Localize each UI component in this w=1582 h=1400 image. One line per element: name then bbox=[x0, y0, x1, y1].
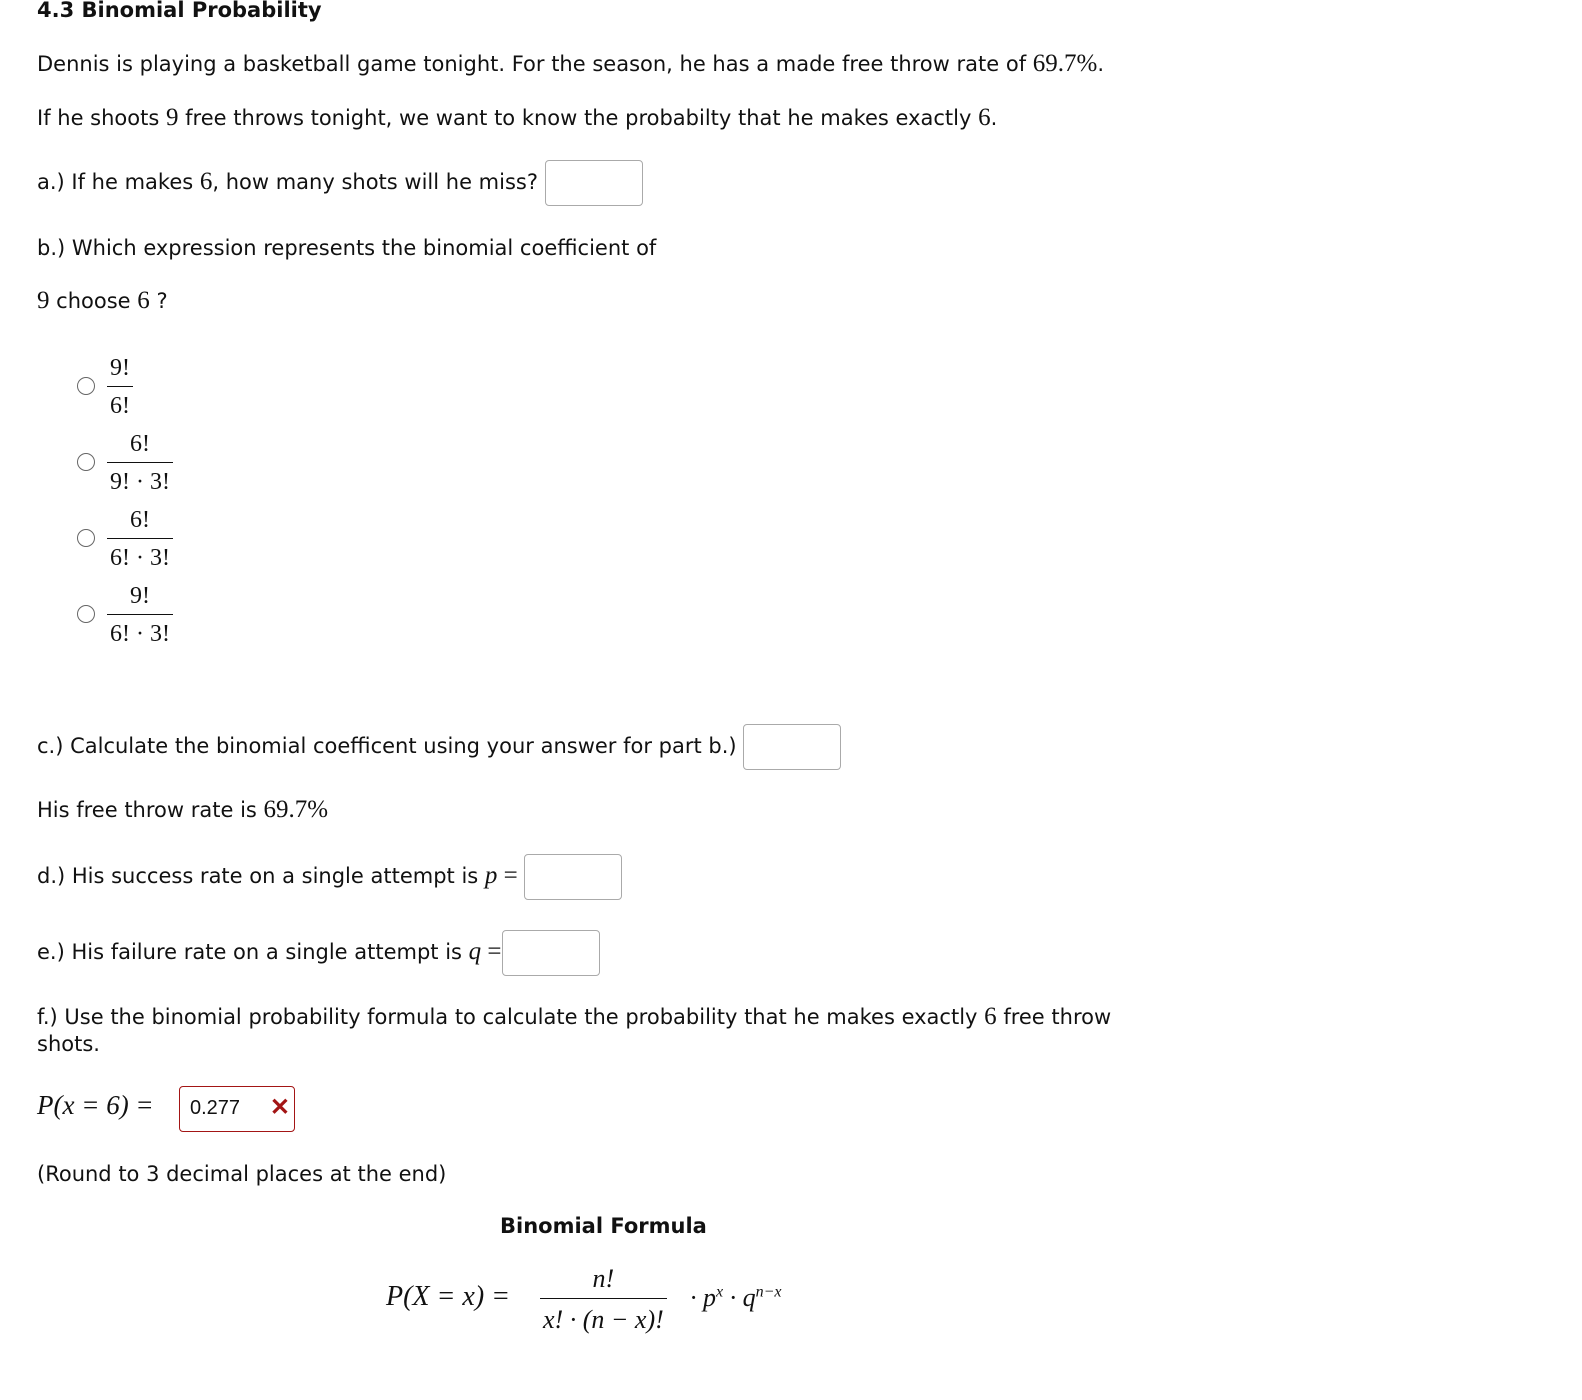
var-q: q bbox=[468, 938, 482, 965]
option-radio-4[interactable] bbox=[77, 605, 95, 623]
numerator: 9! bbox=[107, 583, 173, 615]
incorrect-x-icon: ✕ bbox=[269, 1094, 290, 1121]
text: , how many shots will he miss? bbox=[212, 170, 538, 194]
denominator: x! · (n − x)! bbox=[543, 1305, 664, 1334]
option-radio-3[interactable] bbox=[77, 529, 95, 547]
denominator: 6! · 3! bbox=[110, 545, 170, 571]
text: choose bbox=[49, 289, 138, 313]
question-b: b.) Which expression represents the binomial coefficient of bbox=[37, 236, 657, 260]
text: free throws tonight, we want to know the probabilty that he makes exactly bbox=[178, 106, 979, 130]
equals: = bbox=[481, 938, 502, 965]
text: Dennis is playing a basketball game tonight. For the season, he has a made free throw rate of bbox=[37, 52, 1033, 76]
q-exponent: n−x bbox=[755, 1283, 782, 1301]
question-b-line2 bbox=[37, 287, 168, 315]
intro-line-1 bbox=[37, 50, 1104, 78]
q-term: · q bbox=[723, 1283, 756, 1312]
numerator: n! bbox=[540, 1264, 667, 1299]
answer-f-input[interactable] bbox=[179, 1086, 295, 1132]
denominator: 6! · 3! bbox=[110, 621, 170, 647]
formula-lhs: P(X = x) = bbox=[386, 1281, 511, 1312]
x: 6 bbox=[199, 168, 213, 195]
n: 9 bbox=[37, 287, 50, 314]
option-radio-1[interactable] bbox=[77, 377, 95, 395]
denominator: 9! · 3! bbox=[110, 469, 170, 495]
x: 6 bbox=[137, 287, 150, 314]
n: 9 bbox=[165, 104, 179, 131]
text: c.) Calculate the binomial coefficent using your answer for part b.) bbox=[37, 734, 737, 758]
option-radio-2[interactable] bbox=[77, 453, 95, 471]
question-e bbox=[37, 929, 600, 976]
answer-a-input[interactable] bbox=[545, 160, 643, 206]
p-exponent: x bbox=[716, 1283, 724, 1301]
question-f-line2: shots. bbox=[37, 1032, 100, 1056]
x: 6 bbox=[978, 104, 991, 131]
text: free throw bbox=[996, 1005, 1112, 1029]
numerator: 9! bbox=[107, 355, 133, 387]
question-f bbox=[37, 1003, 1111, 1031]
equals: = bbox=[497, 862, 518, 889]
question-c bbox=[37, 723, 841, 770]
answer-d-input[interactable] bbox=[524, 854, 622, 900]
text: d.) His success rate on a single attempt is bbox=[37, 864, 485, 888]
formula-fraction bbox=[540, 1264, 667, 1335]
text: a.) If he makes bbox=[37, 170, 200, 194]
answer-value: 0.277 bbox=[190, 1097, 241, 1119]
text: His free throw rate is bbox=[37, 798, 264, 822]
rate-line bbox=[37, 796, 328, 824]
round-note: (Round to 3 decimal places at the end) bbox=[37, 1162, 447, 1186]
numerator: 6! bbox=[107, 431, 173, 463]
text: e.) His failure rate on a single attempt is bbox=[37, 940, 469, 964]
formula-rhs bbox=[690, 1283, 782, 1313]
page-title: 4.3 Binomial Probability bbox=[37, 0, 322, 22]
option-3-fraction bbox=[107, 507, 173, 572]
text: . bbox=[1097, 52, 1105, 76]
denominator: 6! bbox=[110, 393, 130, 419]
text: . bbox=[990, 106, 998, 130]
rate: 69.7% bbox=[263, 796, 329, 823]
text: f.) Use the binomial probability formula to calculate the probability that he makes exactly bbox=[37, 1005, 985, 1029]
rate: 69.7% bbox=[1032, 50, 1098, 77]
text: If he shoots bbox=[37, 106, 166, 130]
formula-heading: Binomial Formula bbox=[500, 1214, 707, 1238]
p-term: · p bbox=[690, 1283, 716, 1312]
probability-label: P(x = 6) = bbox=[37, 1090, 154, 1120]
option-1-fraction bbox=[107, 355, 133, 420]
answer-c-input[interactable] bbox=[743, 724, 841, 770]
text: ? bbox=[149, 289, 168, 313]
intro-line-2 bbox=[37, 104, 997, 132]
answer-e-input[interactable] bbox=[502, 930, 600, 976]
x: 6 bbox=[984, 1003, 997, 1030]
option-4-fraction bbox=[107, 583, 173, 648]
question-d bbox=[37, 853, 622, 900]
option-2-fraction bbox=[107, 431, 173, 496]
var-p: p bbox=[484, 862, 498, 889]
question-a bbox=[37, 159, 643, 206]
numerator: 6! bbox=[107, 507, 173, 539]
